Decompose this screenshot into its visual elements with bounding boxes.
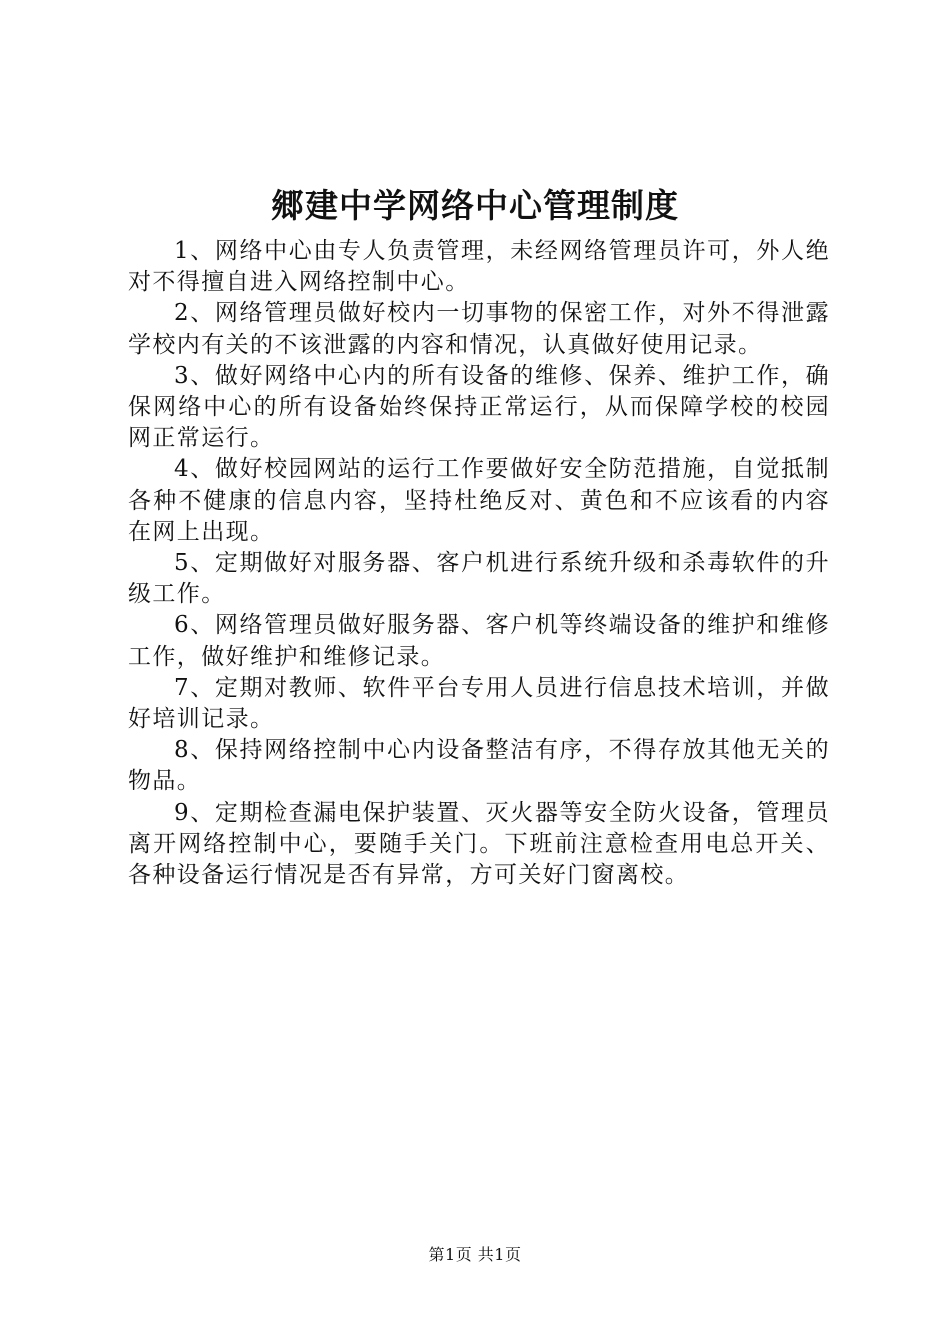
page-number-footer: 第1页 共1页 (428, 1245, 522, 1264)
document-title: 郷建中学网络中心管理制度 (271, 186, 679, 225)
paragraph-3: 3、做好网络中心内的所有设备的维修、保养、维护工作，确保网络中心的所有设备始终保持正常运行，从而保障学校的校园网正常运行。 (128, 362, 830, 452)
document-body (128, 236, 830, 891)
paragraph-7: 7、定期对教师、软件平台专用人员进行信息技术培训，并做好培训记录。 (128, 674, 830, 733)
paragraph-6: 6、网络管理员做好服务器、客户机等终端设备的维护和维修工作，做好维护和维修记录。 (128, 612, 830, 670)
paragraph-2: 2、网络管理员做好校内一切事物的保密工作，对外不得泄露学校内有关的不该泄露的内容和情况，认真做好使用记录。 (128, 300, 830, 358)
paragraph-1: 1、网络中心由专人负责管理，未经网络管理员许可，外人绝对不得擅自进入网络控制中心。 (128, 238, 830, 296)
paragraph-8: 8、保持网络控制中心内设备整洁有序，不得存放其他无关的物品。 (128, 737, 830, 795)
paragraph-5: 5、定期做好对服务器、客户机进行系统升级和杀毒软件的升级工作。 (128, 550, 830, 608)
paragraph-4: 4、做好校园网站的运行工作要做好安全防范措施，自觉抵制各种不健康的信息内容，坚持杜绝反对、黄色和不应该看的内容在网上出现。 (128, 456, 830, 545)
paragraph-9: 9、定期检查漏电保护装置、灭火器等安全防火设备，管理员离开网络控制中心，要随手关门。下班前注意检查用电总开关、各种设备运行情况是否有异常，方可关好门窗离校。 (128, 799, 830, 889)
